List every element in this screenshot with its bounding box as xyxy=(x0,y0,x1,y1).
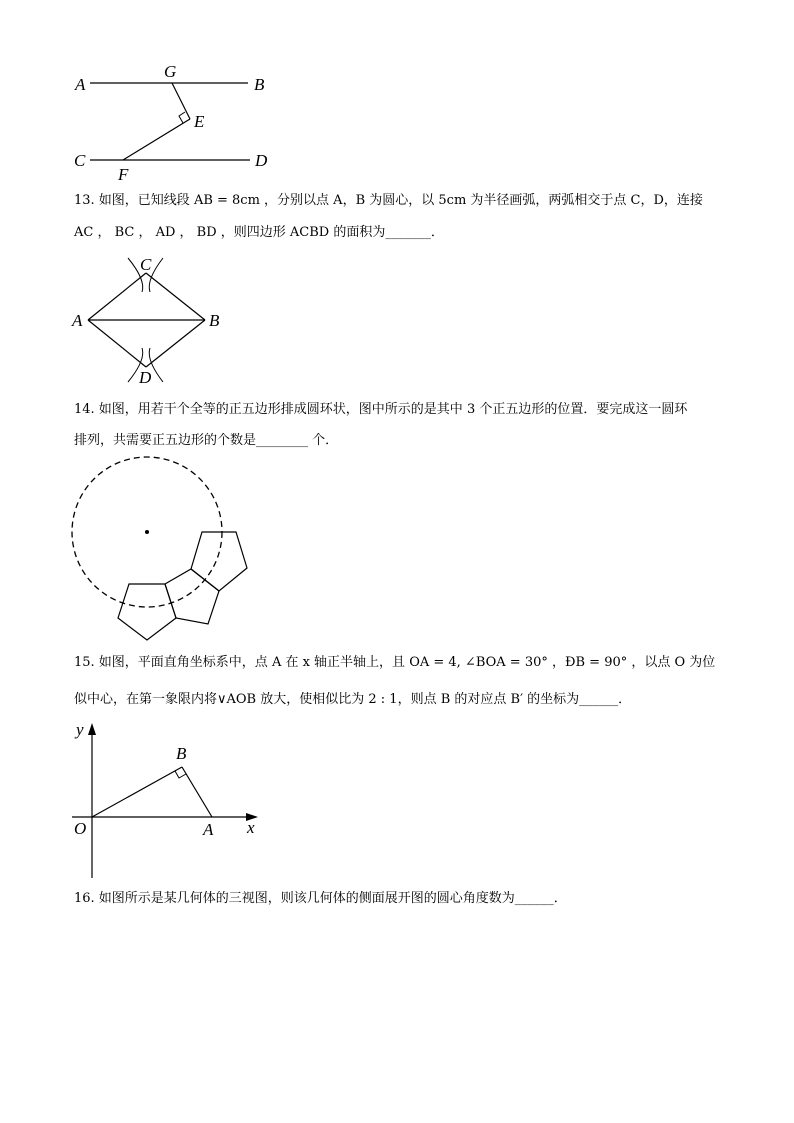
label-a: A xyxy=(72,311,83,330)
q13-text-line1: 13. 如图，已知线段 AB = 8cm ，分别以点 A，B 为圆心，以 5cm 为半径画弧，两弧相交于点 C，D，连接 xyxy=(74,193,703,208)
figure-pentagon-ring xyxy=(0,450,794,650)
label-o: O xyxy=(74,819,87,838)
label-a: A xyxy=(75,75,86,94)
label-b: B xyxy=(176,744,187,763)
label-b: B xyxy=(254,75,265,94)
figure-coordinate-triangle xyxy=(0,715,794,885)
label-c: C xyxy=(74,151,86,170)
label-b: B xyxy=(209,311,220,330)
figure-rhombus-arcs xyxy=(0,250,794,390)
q16-text-line1: 16. 如图所示是某几何体的三视图，则该几何体的侧面展开图的圆心角度数为______． xyxy=(74,891,567,906)
q15-text-line2: 似中心，在第一象限内将∨AOB 放大，使相似比为 2 : 1，则点 B 的对应点 B′ 的坐标为______． xyxy=(74,692,632,707)
q15-text-line1: 15. 如图，平面直角坐标系中，点 A 在 x 轴正半轴上，且 OA = 4, ∠BOA = 30° ，ÐB = 90° ，以点 O 为位 xyxy=(74,655,716,670)
q14-text-line2: 排列，共需要正五边形的个数是________ 个． xyxy=(74,433,339,448)
label-x: x xyxy=(247,818,255,837)
label-f: F xyxy=(118,165,129,184)
circle-center-dot xyxy=(145,530,149,534)
label-y: y xyxy=(76,720,84,739)
label-e: E xyxy=(194,112,205,131)
label-c: C xyxy=(140,255,152,274)
label-a: A xyxy=(203,820,214,839)
q13-text-line2: AC ， BC ， AD ， BD ，则四边形 ACBD 的面积为_______． xyxy=(74,225,444,240)
q14-text-line1: 14. 如图，用若干个全等的正五边形排成圆环状，图中所示的是其中 3 个正五边形的位置．要完成这一圆环 xyxy=(74,402,688,417)
label-g: G xyxy=(164,62,177,81)
label-d: D xyxy=(139,368,152,387)
label-d: D xyxy=(255,151,268,170)
figure-parallel-lines xyxy=(0,0,794,200)
